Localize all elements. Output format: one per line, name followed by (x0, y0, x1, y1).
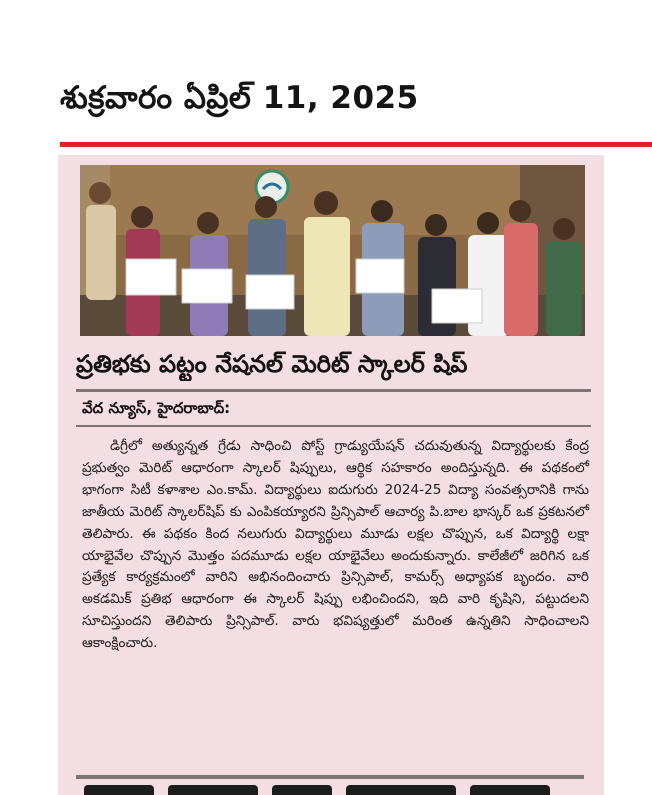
masthead-date: శుక్రవారం ఏప్రిల్ 11, 2025 (60, 80, 419, 116)
next-article-headline-fragment (84, 785, 584, 795)
article-headline: ప్రతిభకు పట్టం నేషనల్ మెరిట్ స్కాలర్ షిప్ (76, 350, 468, 378)
article-body: డిగ్రీలో అత్యున్నత గ్రేడు సాధించి పోస్ట్ గ్రాడ్యుయేషన్ చదువుతున్న విద్యార్థులకు కేంద్ర ప్రభుత్వం మెరిట్ ఆధారంగా స్కాలర్ షిప్పులు, ఆర్థిక సహకారం అందిస్తున్నది. ఈ పథకంలో భాగంగా సిటీ కళాశాల ఎం.కామ్. విద్యార్థులు ఐదుగురు 2024-25 విద్యా సంవత్సరానికి గాను జాతీయ మెరిట్ స్కాలర్‌షిప్ కు ఎంపికయ్యారని ప్రిన్సిపాల్ ఆచార్య పి.బాల భాస్కర్ ఒక ప్రకటనలో తెలిపారు. ఈ పథకం కింద నలుగురు విద్యార్థులు మూడు లక్షల చొప్పున, ఒక విద్యార్థి లక్షా యాభైవేల చొప్పున మొత్తం పదమూడు లక్షల యాభైవేలు అందుకున్నారు. కాలేజీలో జరిగిన ఒక ప్రత్యేక కార్యక్రమంలో వారిని అభినందించారు ప్రిన్సిపాల్, కామర్స్ అధ్యాపక బృందం. వారి అకడమిక్ ప్రతిభ ఆధారంగా ఈ స్కాలర్ షిప్పు లభించిందని, ఇది వారి కృషిని, పట్టుదలని సూచిస్తుందని తెలిపారు ప్రిన్సిపాల్. వారు భవిష్యత్తులో మరింత ఉన్నతిని సాధించాలని ఆకాంక్షించారు. (82, 438, 589, 652)
byline-divider (76, 425, 591, 427)
article-byline: వేద న్యూస్, హైదరాబాద్: (82, 399, 231, 417)
news-clipping (58, 155, 604, 795)
masthead-divider (60, 142, 652, 147)
group-photo-icon (80, 165, 585, 336)
article-end-divider (76, 775, 584, 779)
headline-divider (76, 389, 591, 392)
article-photo (80, 165, 585, 336)
